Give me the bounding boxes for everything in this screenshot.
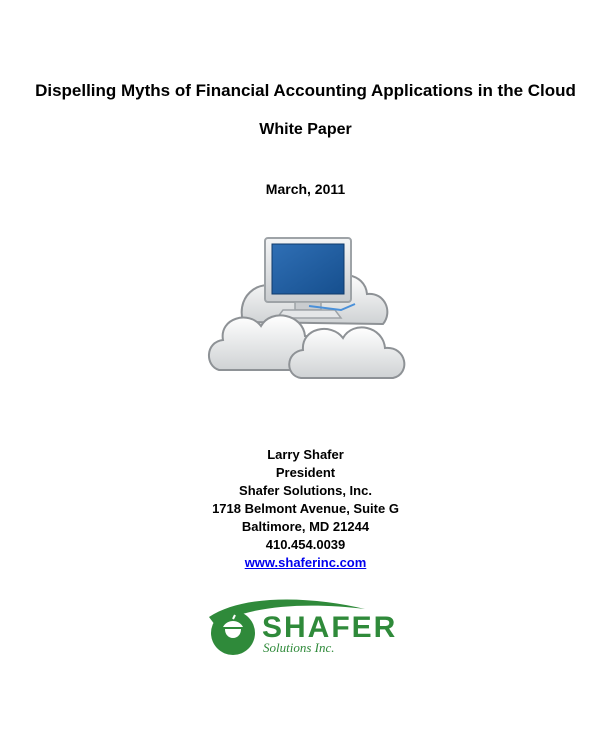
document-subtitle: White Paper [259,121,352,138]
website-link[interactable]: www.shaferinc.com [244,555,367,570]
cloud-computer-icon [205,232,410,382]
contact-role: President [275,465,336,480]
contact-phone: 410.454.0039 [265,537,346,552]
contact-block [0,446,600,572]
logo-wordmark: SHAFER [262,611,398,644]
logo-subtitle: Solutions Inc. [263,640,335,655]
shafer-logo [205,595,400,663]
contact-city: Baltimore, MD 21244 [241,519,370,534]
contact-address: 1718 Belmont Avenue, Suite G [212,501,399,516]
contact-company: Shafer Solutions, Inc. [239,483,372,498]
contact-name: Larry Shafer [267,447,344,462]
acorn-icon [211,611,255,655]
document-title: Dispelling Myths of Financial Accounting Applications in the Cloud [35,81,576,100]
document-date: March, 2011 [265,181,346,197]
